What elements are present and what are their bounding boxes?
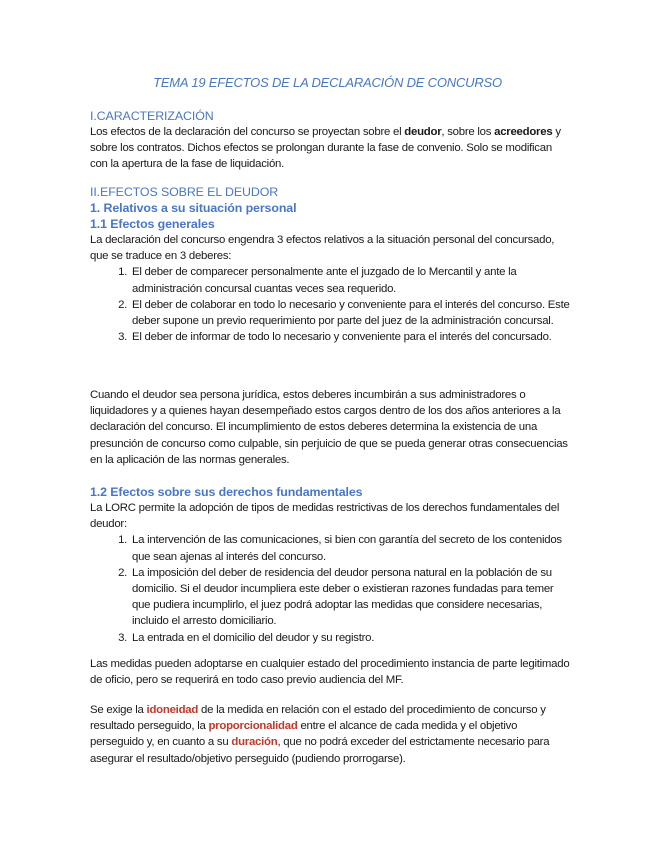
paragraph: Las medidas pueden adoptarse en cualquier estado del procedimiento instancia de parte legitimado de oficio, pero se requerirá en todo caso previo audiencia del MF.	[90, 658, 570, 687]
highlight-idoneidad: idoneidad	[146, 704, 199, 716]
deberes-list	[90, 264, 570, 345]
paragraph: Los efectos de la declaración del concurso se proyectan sobre el deudor, sobre los acreedores y sobre los contratos. Dichos efectos se prolongan durante la fase de convenio. Solo se modifican con la apertura de la fase de liquidación.	[90, 126, 561, 171]
subsubsection-heading: 1.2 Efectos sobre sus derechos fundamentales	[90, 485, 363, 499]
highlight-proporcionalidad: proporcionalidad	[208, 720, 298, 733]
subsection-heading: 1. Relativos a su situación personal	[90, 201, 297, 215]
paragraph: Cuando el deudor sea persona jurídica, estos deberes incumbirán a sus administradores o liquidadores y a quienes hayan desempeñado estos cargos dentro de los dos años anteriores a la declaración del concurso. El incumplimiento de estos deberes determina la existencia de una presunción de concurso como culpable, sin perjuicio de que se pueda generar otras consecuencias en la aplicación de las normas generales.	[90, 389, 568, 466]
medidas-list	[90, 532, 570, 645]
section-heading: II.EFECTOS SOBRE EL DEUDOR	[90, 185, 279, 199]
list-item: 1. El deber de comparecer personalmente ante el juzgado de lo Mercantil y ante la administración concursal cuantas veces sea requerido.	[130, 264, 570, 296]
paragraph-principios	[90, 702, 570, 767]
list-item: 3. El deber de informar de todo lo necesario y conveniente para el interés del concursado.	[130, 329, 570, 345]
document-title: TEMA 19 EFECTOS DE LA DECLARACIÓN DE CONCURSO	[153, 75, 502, 90]
list-item: 2. La imposición del deber de residencia del deudor persona natural en la población de su domicilio. Si el deudor incumpliera este deber o existieran razones fundadas para temer que pudiera incumplirlo, el juez podrá adoptar las medidas que considere necesarias, incluido el arresto domiciliario.	[130, 565, 570, 630]
list-item: 3. La entrada en el domicilio del deudor y su registro.	[130, 630, 570, 646]
paragraph: La declaración del concurso engendra 3 efectos relativos a la situación personal del concursado, que se traduce en 3 deberes:	[90, 234, 555, 263]
section-heading: I.CARACTERIZACIÓN	[90, 109, 214, 123]
highlight-duracion: duración	[231, 736, 278, 749]
section-derechos-fundamentales	[90, 484, 570, 646]
section-caracterizacion	[90, 109, 570, 173]
paragraph-medidas	[90, 656, 570, 688]
paragraph: La LORC permite la adopción de tipos de medidas restrictivas de los derechos fundamentales del deudor:	[90, 502, 560, 531]
paragraph: Se exige la idoneidad de la medida en relación con el estado del procedimiento de concurso y resultado perseguido, la proporcionalidad entre el alcance de cada medida y el objetivo perseguido y, en cuanto a su duración, que no podrá exceder del estrictamente necesario para asegurar el resultado/objetivo perseguido (pudiendo prorrogarse).	[90, 704, 550, 765]
subsubsection-heading: 1.1 Efectos generales	[90, 217, 215, 231]
list-item: 1. La intervención de las comunicaciones, si bien con garantía del secreto de los contenidos que sean ajenas al interés del concurso.	[130, 532, 570, 564]
list-item: 2. El deber de colaborar en todo lo necesario y conveniente para el interés del concurso. Este deber supone un previo requerimiento por parte del juez de la administración concursal.	[130, 297, 570, 329]
section-efectos-deudor	[90, 185, 570, 345]
paragraph-persona-juridica	[90, 387, 570, 468]
